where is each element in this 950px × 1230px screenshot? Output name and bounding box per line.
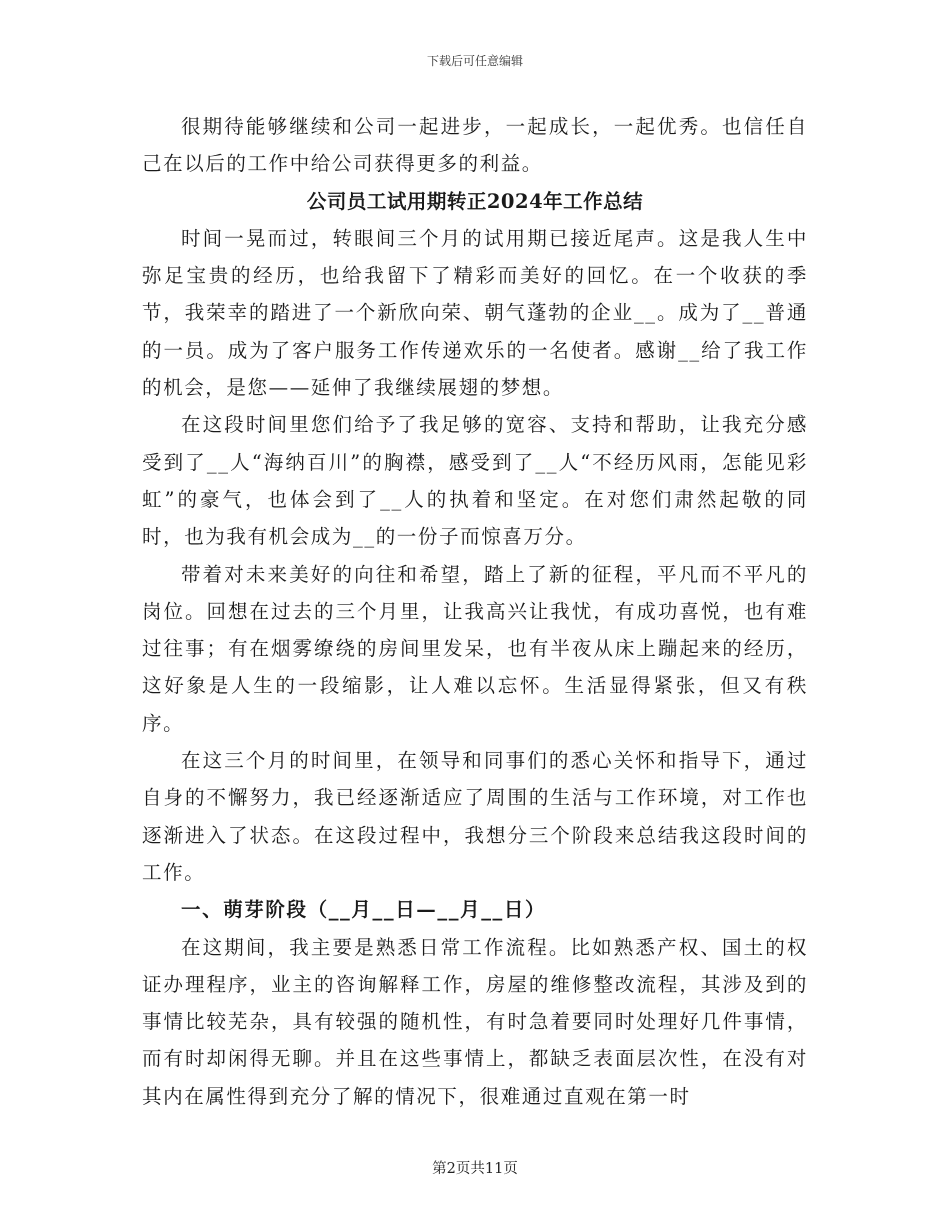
intro-paragraph: 很期待能够继续和公司一起进步，一起成长，一起优秀。也信任自己在以后的工作中给公司获得更多的利益。 (142, 115, 808, 176)
page-footer: 第2页共11页 (432, 1161, 518, 1177)
body-paragraph: 时间一晃而过，转眼间三个月的试用期已接近尾声。这是我人生中弥足宝贵的经历，也给我留下了精彩而美好的回忆。在一个收获的季节，我荣幸的踏进了一个新欣向荣、朝气蓬勃的企业__。成为了__普通的一员。成为了客户服务工作传递欢乐的一名使者。感谢__给了我工作的机会，是您——延伸了我继续展翅的梦想。 (142, 226, 808, 400)
document-body (142, 108, 808, 1115)
section-paragraph: 在这期间，我主要是熟悉日常工作流程。比如熟悉产权、国土的权证办理程序，业主的咨询解释工作，房屋的维修整改流程，其涉及到的事情比较芜杂，具有较强的随机性，有时急着要同时处理好几件事情，而有时却闲得无聊。并且在这些事情上，都缺乏表面层次性，在没有对其内在属性得到充分了解的情况下，很难通过直观在第一时 (142, 935, 808, 1108)
body-paragraph: 带着对未来美好的向往和希望，踏上了新的征程，平凡而不平凡的岗位。回想在过去的三个月里，让我高兴让我忧，有成功喜悦，也有难过往事；有在烟雾缭绕的房间里发呆，也有半夜从床上蹦起来的经历，这好象是人生的一段缩影，让人难以忘怀。生活显得紧张，但又有秩序。 (142, 562, 808, 735)
page-header: 下载后可任意编辑 (426, 54, 523, 68)
document-title: 公司员工试用期转正2024年工作总结 (306, 189, 644, 213)
body-paragraph: 在这三个月的时间里，在领导和同事们的悉心关怀和指导下，通过自身的不懈努力，我已经逐渐适应了周围的生活与工作环境，对工作也逐渐进入了状态。在这段过程中，我想分三个阶段来总结我这段时间的工作。 (142, 749, 808, 884)
section-heading: 一、萌芽阶段（__月__日—__月__日） (181, 898, 547, 922)
body-paragraph: 在这段时间里您们给予了我足够的宽容、支持和帮助，让我充分感受到了__人“海纳百川”的胸襟，感受到了__人“不经历风雨，怎能见彩虹”的豪气，也体会到了__人的执着和坚定。在对您们肃然起敬的同时，也为我有机会成为__的一份子而惊喜万分。 (142, 413, 808, 549)
